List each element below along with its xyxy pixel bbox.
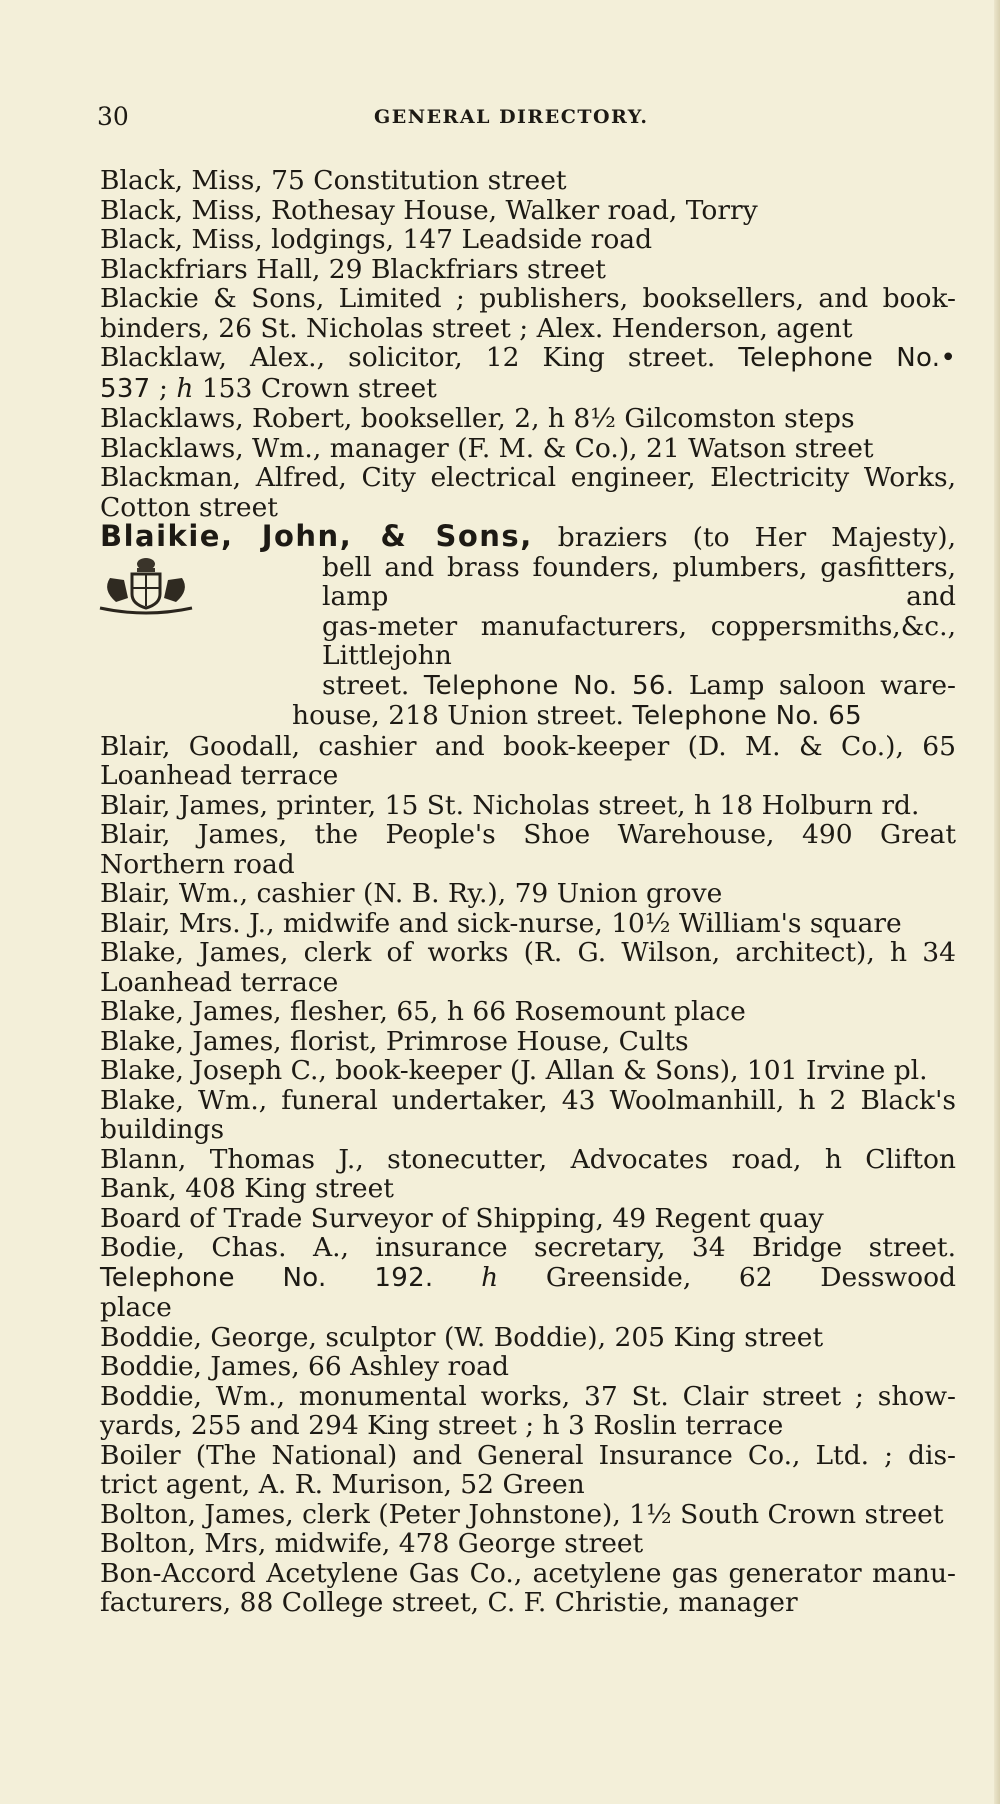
entry-blake-james-clerk: Blake, James, clerk of works (R. G. Wilson, architect), h 34 Loanhead terrace: [100, 937, 956, 998]
entry-blaikie-john-sons: Blaikie, John, & Sons, braziers (to Her Majesty), bell and brass founders, plumbers, gasfitters, lamp and gas-meter manufacturers, coppersmiths,&c., Littlejohn street. Telephone No. 56. Lamp saloon ware- house, 218 Union street. Telephone No. 65: [100, 522, 956, 732]
entry-bon-accord-acetylene: Bon-Accord Acetylene Gas Co., acetylene gas generator manu- facturers, 88 College street, C. F. Christie, manager: [100, 1557, 956, 1618]
entry-black-miss-3: Black, Miss, lodgings, 147 Leadside road: [100, 224, 653, 255]
entry-blair-goodall: Blair, Goodall, cashier and book-keeper (D. M. & Co.), 65 Loanhead terrace: [100, 730, 956, 791]
entry-blair-mrs-j: Blair, Mrs. J., midwife and sick-nurse, 10½ William's square: [100, 907, 902, 939]
entry-blackman-alfred: Blackman, Alfred, City electrical engineer, Electricity Works, Cotton street: [100, 462, 956, 523]
entry-blake-james-flesher: Blake, James, flesher, 65, h 66 Rosemount place: [100, 996, 746, 1027]
entry-bolton-james: Bolton, James, clerk (Peter Johnstone), 1½ South Crown street: [100, 1498, 944, 1530]
entry-boiler-insurance: Boiler (The National) and General Insurance Co., Ltd. ; dis- trict agent, A. R. Murison, 52 Green: [100, 1439, 956, 1500]
entry-blake-joseph: Blake, Joseph C., book-keeper (J. Allan & Sons), 101 Irvine pl.: [100, 1055, 928, 1086]
entry-blackie-sons: Blackie & Sons, Limited ; publishers, booksellers, and book- binders, 26 St. Nicholas street ; Alex. Henderson, agent: [100, 283, 956, 344]
entry-blake-james-florist: Blake, James, florist, Primrose House, Cults: [100, 1025, 689, 1057]
entry-boddie-james: Boddie, James, 66 Ashley road: [100, 1351, 509, 1382]
entry-blacklaws-robert: Blacklaws, Robert, bookseller, 2, h 8½ Gilcomston steps: [100, 403, 855, 434]
entry-boddie-wm: Boddie, Wm., monumental works, 37 St. Clair street ; show- yards, 255 and 294 King street ; h 3 Roslin terrace: [100, 1380, 956, 1441]
entry-blake-wm: Blake, Wm., funeral undertaker, 43 Woolmanhill, h 2 Black's buildings: [100, 1084, 956, 1145]
entry-blacklaw-alex: Blacklaw, Alex., solicitor, 12 King street. Telephone No.• 537 ; h 153 Crown street: [100, 342, 956, 404]
entry-blair-james-shoe: Blair, James, the People's Shoe Warehouse, 490 Great Northern road: [100, 819, 956, 880]
entry-blacklaws-wm: Blacklaws, Wm., manager (F. M. & Co.), 21 Watson street: [100, 432, 874, 464]
firm-name: Blaikie, John, & Sons,: [100, 519, 533, 553]
entry-boddie-george: Boddie, George, sculptor (W. Boddie), 205 King street: [100, 1321, 824, 1353]
entry-black-miss-2: Black, Miss, Rothesay House, Walker road, Torry: [100, 194, 758, 226]
page-edge: [994, 0, 1000, 1804]
entry-blackfriars-hall: Blackfriars Hall, 29 Blackfriars street: [100, 253, 606, 285]
entry-board-of-trade: Board of Trade Surveyor of Shipping, 49 Regent quay: [100, 1202, 824, 1234]
entry-bodie-chas: Bodie, Chas. A., insurance secretary, 34 Bridge street. Telephone No. 192. h Greenside, 62 Desswood place: [100, 1232, 956, 1323]
entry-blair-james-printer: Blair, James, printer, 15 St. Nicholas street, h 18 Holburn rd.: [100, 789, 920, 821]
entry-bolton-mrs: Bolton, Mrs, midwife, 478 George street: [100, 1528, 644, 1559]
entry-blann-thomas: Blann, Thomas J., stonecutter, Advocates road, h Clifton Bank, 408 King street: [100, 1143, 956, 1204]
royal-arms-icon: [94, 556, 198, 618]
entry-black-miss-1: Black, Miss, 75 Constitution street: [100, 165, 567, 196]
entry-blair-wm: Blair, Wm., cashier (N. B. Ry.), 79 Union grove: [100, 878, 723, 909]
telephone-label: Telephone No.: [738, 343, 941, 373]
telephone-number: 537: [100, 373, 151, 404]
running-title: GENERAL DIRECTORY.: [374, 106, 649, 128]
directory-entries: [100, 166, 956, 1618]
page-number: 30: [97, 102, 129, 131]
